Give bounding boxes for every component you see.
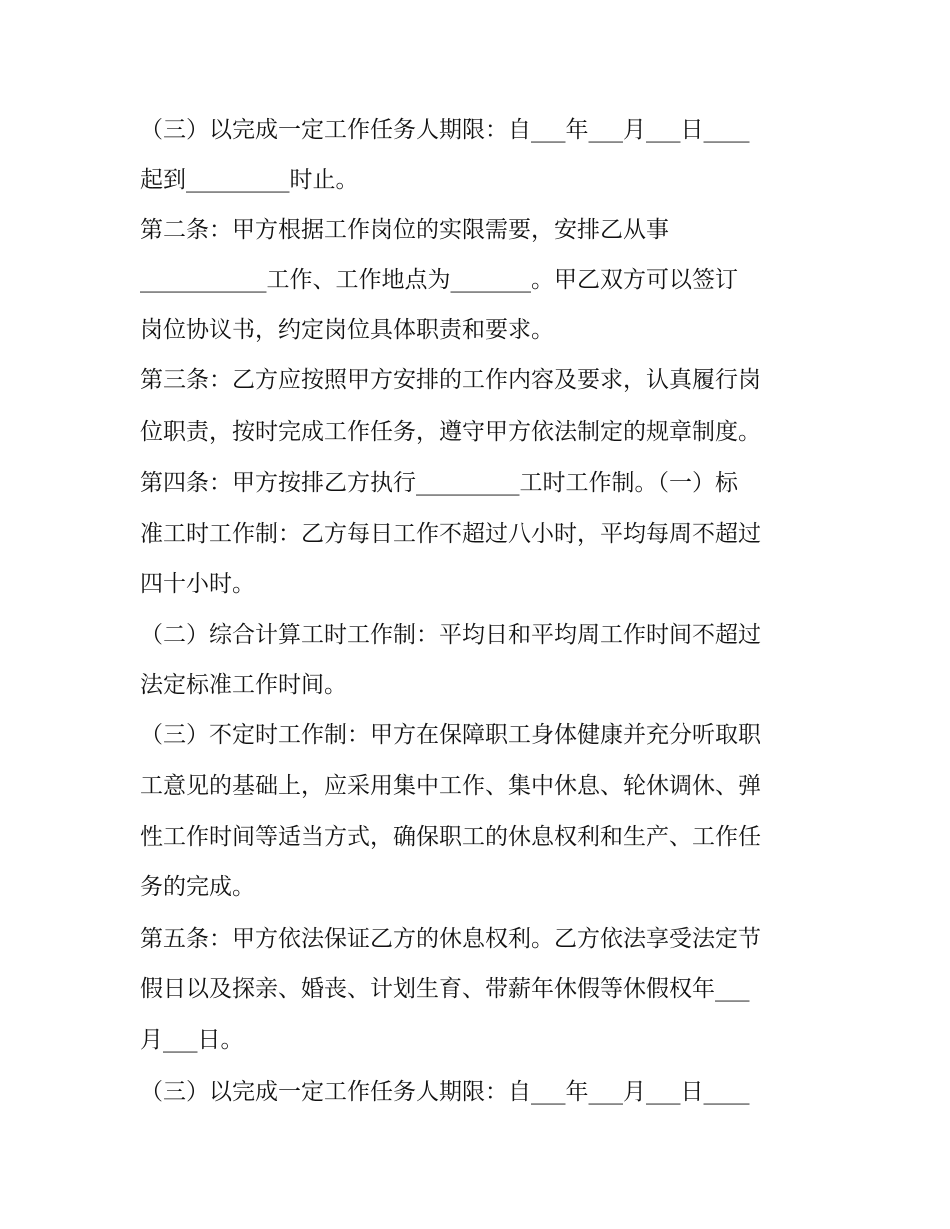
- text-line: 岗位协议书，约定岗位具体职责和要求。: [140, 317, 554, 343]
- text-line: （三）以完成一定工作任务人期限：自___年___月___日____: [140, 1079, 750, 1105]
- text-line: （二）综合计算工时工作制：平均日和平均周工作时间不超过: [140, 622, 761, 648]
- text-line: 准工时工作制：乙方每日工作不超过八小时，平均每周不超过: [140, 521, 761, 547]
- text-line: ___________工作、工作地点为_______。甲乙双方可以签订: [140, 267, 738, 293]
- text-line: 务的完成。: [140, 874, 255, 900]
- text-line: （三）以完成一定工作任务人期限：自___年___月___日____: [140, 117, 750, 143]
- text-line: 位职责，按时完成工作任务，遵守甲方依法制定的规章制度。: [140, 419, 761, 445]
- text-line: （三）不定时工作制：甲方在保障职工身体健康并充分听取职: [140, 722, 761, 748]
- text-line: 月___日。: [140, 1027, 244, 1053]
- text-line: 第四条：甲方按排乙方执行_________工时工作制。（一）标: [140, 470, 738, 496]
- text-line: 法定标准工作时间。: [140, 672, 347, 698]
- text-line: 第五条：甲方依法保证乙方的休息权利。乙方依法享受法定节: [140, 926, 761, 952]
- text-line: 四十小时。: [140, 571, 255, 597]
- text-line: 第二条：甲方根据工作岗位的实限需要，安排乙从事: [140, 217, 669, 243]
- text-line: 第三条：乙方应按照甲方安排的工作内容及要求，认真履行岗: [140, 367, 761, 393]
- text-line: 性工作时间等适当方式，确保职工的休息权利和生产、工作任: [140, 824, 761, 850]
- text-line: 起到_________时止。: [140, 167, 359, 193]
- text-line: 假日以及探亲、婚丧、计划生育、带薪年休假等休假权年___: [140, 976, 750, 1002]
- text-line: 工意见的基础上，应采用集中工作、集中休息、轮休调休、弹: [140, 773, 761, 799]
